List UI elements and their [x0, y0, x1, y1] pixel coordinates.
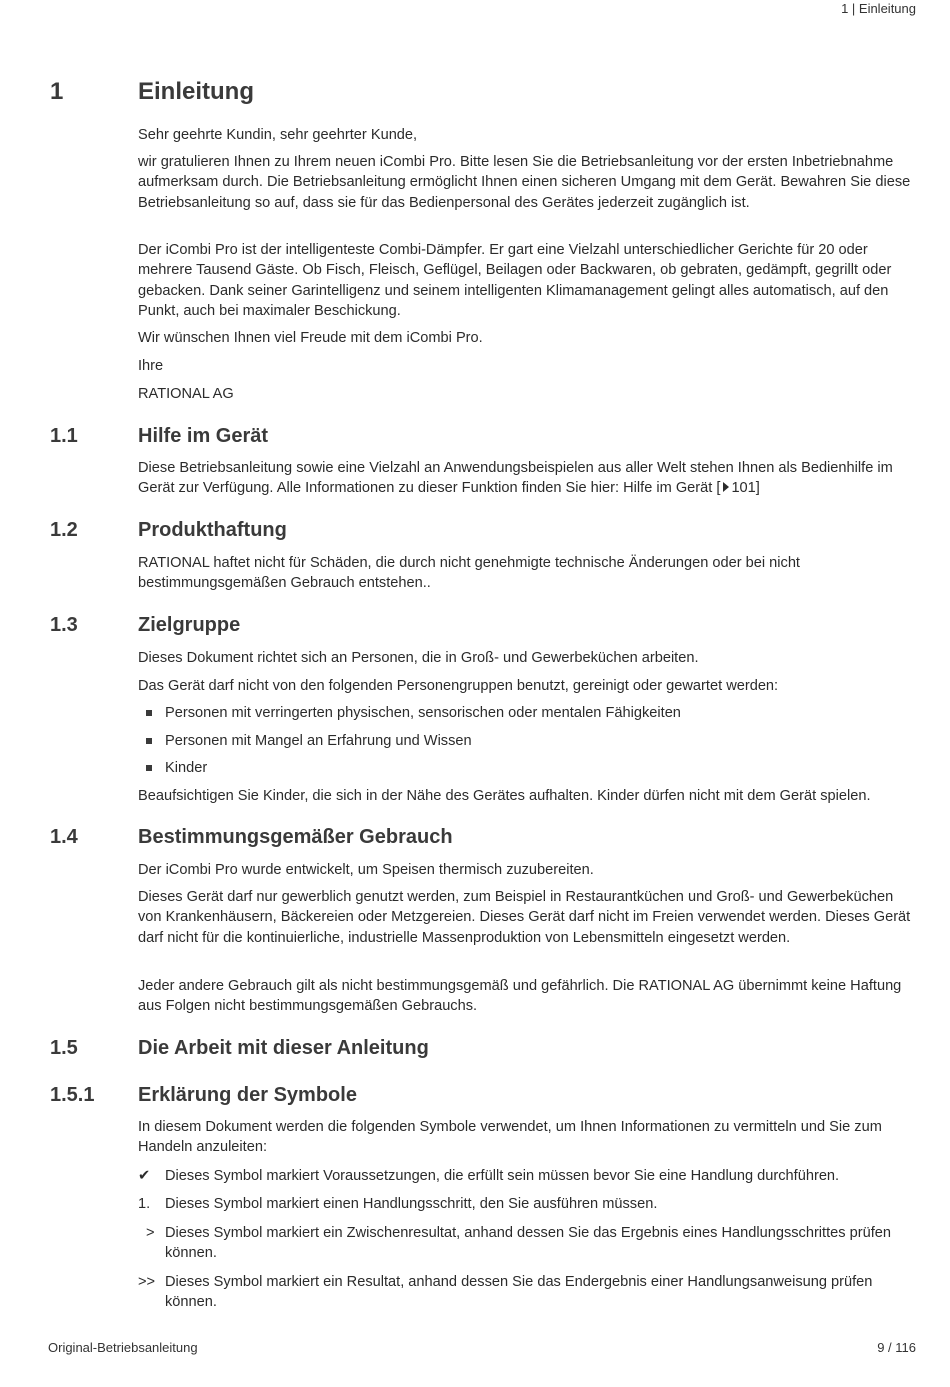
help-paragraph [138, 458, 918, 499]
list-item-text: Personen mit Mangel an Erfahrung und Wissen [165, 733, 472, 749]
bullet-square-icon [146, 765, 152, 771]
symbol-description: Dieses Symbol markiert ein Zwischenresultat, anhand dessen Sie das Ergebnis eines Handlungsschrittes prüfen können. [165, 1225, 892, 1262]
result-symbol: >> [138, 1274, 156, 1290]
salutation: Sehr geehrte Kundin, sehr geehrter Kunde, [138, 127, 418, 143]
running-header: 1 | Einleitung [841, 1, 916, 16]
list-item-text: Kinder [165, 760, 208, 776]
section-number: 1.5.1 [50, 1084, 95, 1106]
section-title: Bestimmungsgemäßer Gebrauch [138, 826, 453, 848]
section-title: Die Arbeit mit dieser Anleitung [138, 1037, 429, 1059]
product-paragraph: Der iCombi Pro ist der intelligenteste Combi-Dämpfer. Er gart eine Vielzahl unterschiedlicher Gerichte für 20 oder mehrere Tausend Gäste. Ob Fisch, Fleisch, Geflügel, Beilagen oder Backwaren, ob gebraten, gedämpft, gegrillt oder gebacken. Dank seiner Garintelligenz und seinem intelligenten Klimamanagement gelingt alles automatisch, auf den Punkt, auch bei maximaler Beschickung. [138, 242, 892, 320]
section-number: 1.3 [50, 614, 78, 636]
section-title: Produkthaftung [138, 519, 287, 541]
page-reference-link[interactable]: 101] [731, 480, 760, 497]
bullet-square-icon [146, 738, 152, 744]
section-number: 1 [50, 78, 64, 105]
liability-paragraph: RATIONAL haftet nicht für Schäden, die durch nicht genehmigte technische Änderungen oder bei nicht bestimmungsgemäßen Gebrauch entstehen.. [138, 555, 800, 592]
supervision-paragraph: Beaufsichtigen Sie Kinder, die sich in der Nähe des Gerätes aufhalten. Kinder dürfen nicht mit dem Gerät spielen. [138, 788, 871, 804]
checkmark-icon: ✔ [138, 1168, 151, 1184]
footer-page-number: 9 / 116 [877, 1340, 916, 1355]
section-title: Erklärung der Symbole [138, 1084, 357, 1106]
symbol-description: Dieses Symbol markiert Voraussetzungen, die erfüllt sein müssen bevor Sie eine Handlung durchführen. [165, 1168, 840, 1184]
help-text: Diese Betriebsanleitung sowie eine Vielzahl an Anwendungsbeispielen aus aller Welt stehen Ihnen als Bedienhilfe im Gerät zur Verfügung. Alle Informationen zu dieser Funktion finden Sie hier: Hilfe im Gerät [ [138, 460, 893, 497]
wishes-paragraph: Wir wünschen Ihnen viel Freude mit dem iCombi Pro. [138, 330, 483, 346]
section-title: Hilfe im Gerät [138, 425, 269, 447]
intended-use-paragraph: Der iCombi Pro wurde entwickelt, um Speisen thermisch zuzubereiten. [138, 862, 594, 878]
page-ref-arrow-icon [723, 482, 729, 492]
section-title: Einleitung [138, 78, 254, 105]
restriction-paragraph: Das Gerät darf nicht von den folgenden Personengruppen benutzt, gereinigt oder gewartet werden: [138, 678, 779, 694]
symbol-description: Dieses Symbol markiert einen Handlungsschritt, den Sie ausführen müssen. [165, 1196, 658, 1212]
section-number: 1.4 [50, 826, 78, 848]
symbol-description: Dieses Symbol markiert ein Resultat, anhand dessen Sie das Endergebnis einer Handlungsanweisung prüfen können. [165, 1274, 873, 1311]
section-title: Zielgruppe [138, 614, 241, 636]
step-number-symbol: 1. [138, 1196, 151, 1212]
intermediate-result-symbol: > [146, 1225, 155, 1241]
section-number: 1.1 [50, 425, 78, 447]
closing-ihre: Ihre [138, 358, 164, 374]
intro-paragraph: wir gratulieren Ihnen zu Ihrem neuen iCombi Pro. Bitte lesen Sie die Betriebsanleitung vor der ersten Inbetriebnahme aufmerksam durch. Die Betriebsanleitung ermöglicht Ihnen einen sicheren Umgang mit dem Gerät. Bewahren Sie diese Betriebsanleitung so auf, dass sie für das Bedienpersonal des Gerätes jederzeit zugänglich ist. [138, 154, 911, 211]
section-number: 1.5 [50, 1037, 78, 1059]
target-group-paragraph: Dieses Dokument richtet sich an Personen, die in Groß- und Gewerbeküchen arbeiten. [138, 650, 699, 666]
footer-document-title: Original-Betriebsanleitung [48, 1340, 198, 1355]
bullet-square-icon [146, 710, 152, 716]
symbols-intro-paragraph: In diesem Dokument werden die folgenden Symbole verwendet, um Ihnen Informationen zu vermitteln und Sie zum Handeln anzuleiten: [138, 1119, 882, 1156]
commercial-use-paragraph: Dieses Gerät darf nur gewerblich genutzt werden, zum Beispiel in Restaurantküchen und Groß- und Gewerbeküchen von Krankenhäusern, Bäckereien oder Metzgereien. Dieses Gerät darf nicht im Freien verwendet werden. Dieses Gerät darf nicht für die kontinuierliche, industrielle Massenproduktion von Lebensmitteln eingesetzt werden. [138, 889, 911, 946]
misuse-paragraph: Jeder andere Gebrauch gilt als nicht bestimmungsgemäß und gefährlich. Die RATIONAL AG übernimmt keine Haftung aus Folgen nicht bestimmungsgemäßen Gebrauchs. [138, 978, 902, 1015]
list-item-text: Personen mit verringerten physischen, sensorischen oder mentalen Fähigkeiten [165, 705, 681, 721]
section-number: 1.2 [50, 519, 78, 541]
closing-signature: RATIONAL AG [138, 386, 234, 402]
